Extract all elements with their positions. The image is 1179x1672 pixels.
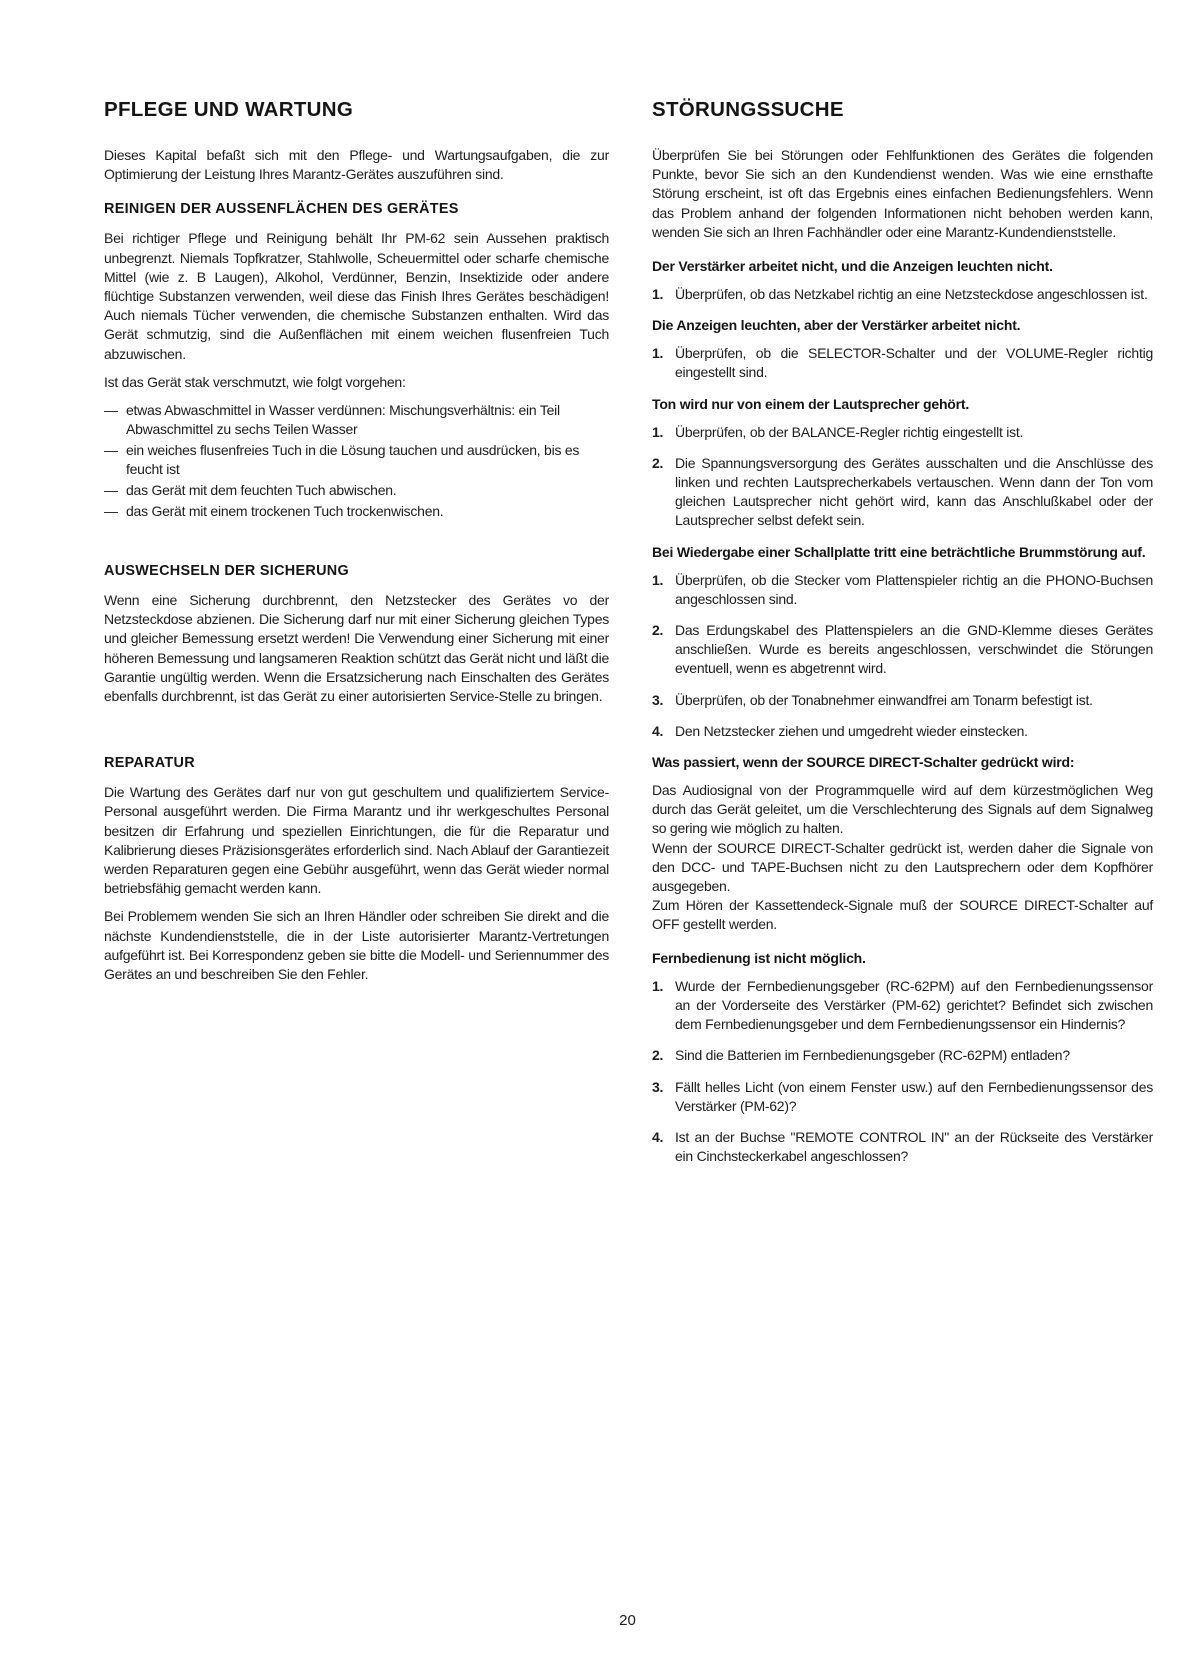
- section-title-troubleshooting: STÖRUNGSSUCHE: [652, 98, 844, 121]
- problem-heading-4: Bei Wiedergabe einer Schallplatte tritt eine beträchtliche Brummstörung auf.: [652, 543, 1146, 560]
- problem-heading-5: Was passiert, wenn der SOURCE DIRECT-Schalter gedrückt wird:: [652, 754, 1075, 771]
- heading-cleaning: REINIGEN DER AUSSENFLÄCHEN DES GERÄTES: [104, 201, 459, 218]
- heading-fuse: AUSWECHSELN DER SICHERUNG: [104, 563, 349, 580]
- list-item: 4. Den Netzstecker ziehen und umgedreht wieder einstecken.: [652, 722, 1028, 739]
- cleaning-paragraph: Bei richtiger Pflege und Reinigung behält Ihr PM-62 sein Aussehen praktisch unbegrenzt. Niemals Topfkratzer, Stahlwolle, Scheuermittel oder scharfe chemische Mittel (wie z. B Laugen), Alkohol, Verdünner, Benzin, Insektizide oder andere flüchtige Substanzen verwenden, weil diese das Finish Ihres Gerätes beschädigen! Auch niemals Tücher verwenden, die chemische Substanzen enthalten. Wird das Gerät schmutzig, sind die Außenflächen mit einem weichen flusenfreien Tuch abzuwischen.: [104, 230, 609, 362]
- list-item: 3. Überprüfen, ob der Tonabnehmer einwandfrei am Tonarm befestigt ist.: [652, 691, 1093, 708]
- list-item: — etwas Abwaschmittel in Wasser verdünnen: Mischungsverhältnis: ein Teil Abwaschmittel zu sechs Teilen Wasser: [104, 402, 560, 438]
- troubleshooting-intro: Überprüfen Sie bei Störungen oder Fehlfunktionen des Gerätes die folgenden Punkte, bevor Sie sich an den Kundendienst wenden. Was wie eine ernsthafte Störung erscheint, ist oft das Ergebnis eines einfachen Bedienungsfehlers. Wenn das Problem anhand der folgenden Informationen nicht behoben werden kann, wenden Sie sich an Ihren Fachhändler oder eine Marantz-Kundendienststelle.: [652, 147, 1153, 240]
- problem-heading-6: Fernbedienung ist nicht möglich.: [652, 949, 866, 966]
- source-direct-paragraph-2: Wenn der SOURCE DIRECT-Schalter gedrückt ist, werden daher die Signale von den DCC- und TAPE-Buchsen nicht zu den Lautsprechern oder dem Kopfhörer ausgegeben.: [652, 839, 1153, 895]
- list-item: — das Gerät mit dem feuchten Tuch abwischen.: [104, 482, 397, 499]
- list-item: 1. Überprüfen, ob der BALANCE-Regler richtig eingestellt ist.: [652, 423, 1024, 440]
- list-item: — das Gerät mit einem trockenen Tuch trockenwischen.: [104, 503, 444, 520]
- section-title-care: PFLEGE UND WARTUNG: [104, 98, 354, 121]
- repair-paragraph-2: Bei Problemem wenden Sie sich an Ihren Händler oder schreiben Sie direkt and die nächste Kundendienststelle, die in der Liste autorisierter Marantz-Vertretungen aufgeführt ist. Bei Korrespondenz geben sie bitte die Modell- und Seriennummer des Gerätes an und beschreiben Sie den Fehler.: [104, 908, 609, 983]
- list-item: 1. Überprüfen, ob das Netzkabel richtig an eine Netzsteckdose angeschlossen ist.: [652, 286, 1148, 303]
- list-item: 3. Fällt helles Licht (von einem Fenster usw.) auf den Fernbedienungssensor des Verstärker (PM-62)?: [652, 1078, 1153, 1114]
- cleaning-steps: [104, 401, 609, 521]
- fuse-paragraph: Wenn eine Sicherung durchbrennt, den Netzstecker des Gerätes vo der Netzsteckdose abzienen. Die Sicherung darf nur mit einer Sicherung gleichen Types und gleicher Bemessung ersetzt werden! Die Verwendung einer Sicherung mit einer höheren Bemessung und langsameren Reaktion schützt das Gerät nicht und läßt die Garantie ungültig werden. Wenn die Ersatzsicherung nach Einschalten des Gerätes ebenfalls durchbrennt, ist das Gerät zu einer autorisierten Service-Stelle zu bringen.: [104, 592, 609, 705]
- problem-heading-3: Ton wird nur von einem der Lautsprecher gehört.: [652, 395, 970, 412]
- list-item: 1. Überprüfen, ob die Stecker vom Plattenspieler richtig an die PHONO-Buchsen angeschlossen sind.: [652, 571, 1153, 607]
- source-direct-paragraph-3: Zum Hören der Kassettendeck-Signale muß der SOURCE DIRECT-Schalter auf OFF gestellt werden.: [652, 897, 1153, 933]
- heading-repair: REPARATUR: [104, 755, 195, 772]
- list-item: — ein weiches flusenfreies Tuch in die Lösung tauchen und ausdrücken, bis es feucht ist: [104, 442, 580, 478]
- right-column: [652, 98, 1153, 1178]
- care-intro: Dieses Kapital befaßt sich mit den Pflege- und Wartungsaufgaben, die zur Optimierung der Leistung Ihres Marantz-Gerätes auszuführen sind.: [104, 147, 609, 183]
- repair-paragraph: Die Wartung des Gerätes darf nur von gut geschultem und qualifiziertem Service-Personal ausgeführt werden. Die Firma Marantz und ihr werkgeschultes Personal besitzen dir Erfahrung und speziellen Einrichtungen, die für die Reparatur und Kalibrierung dieses Präzisionsgerätes erforderlich sind. Nach Ablauf der Garantiezeit werden Reparaturen gegen eine Gebühr ausgeführt, wenn das Gerät wieder normal betriebsfähig gemacht werden kann.: [104, 784, 609, 897]
- list-item: 1. Wurde der Fernbedienungsgeber (RC-62PM) auf den Fernbedienungssensor an der Vorderseite des Verstärker (PM-62) gerichtet? Befindet sich zwischen dem Fernbedienungsgeber und dem Fernbedienungssensor ein Hindernis?: [652, 977, 1153, 1033]
- list-item: 4. Ist an der Buchse "REMOTE CONTROL IN" an der Rückseite des Verstärker ein Cinchsteckerkabel angeschlossen?: [652, 1128, 1153, 1165]
- list-item: 2. Das Erdungskabel des Plattenspielers an die GND-Klemme dieses Gerätes anschließen. Wurde es bereits angeschlossen, verschwindet die Störungen eventuell, wenn es abgetrennt wird.: [652, 622, 1153, 677]
- cleaning-paragraph-2: Ist das Gerät stak verschmutzt, wie folgt vorgehen:: [104, 373, 406, 390]
- problem-heading-1: Der Verstärker arbeitet nicht, und die Anzeigen leuchten nicht.: [652, 258, 1053, 275]
- page-number: 20: [619, 1612, 636, 1629]
- list-item: 2. Sind die Batterien im Fernbedienungsgeber (RC-62PM) entladen?: [652, 1047, 1070, 1064]
- list-item: 2. Die Spannungsversorgung des Gerätes ausschalten und die Anschlüsse des linken und rechten Lautsprecherkabels vertauschen. Wenn dann der Ton vom gleichen Lautsprecher nicht gehört wird, kann das Anschlußkabel oder der Lautsprecher selbst defekt sein.: [652, 454, 1153, 529]
- source-direct-paragraph: Das Audiosignal von der Programmquelle wird auf dem kürzestmöglichen Weg durch das Gerät geleitet, um die Verschlechterung des Signals auf dem Signalweg so gering wie möglich zu halten.: [652, 782, 1153, 837]
- problem-heading-2: Die Anzeigen leuchten, aber der Verstärker arbeitet nicht.: [652, 317, 1021, 334]
- left-column: [104, 98, 609, 993]
- list-item: 1. Überprüfen, ob die SELECTOR-Schalter und der VOLUME-Regler richtig eingestellt sind.: [652, 345, 1153, 381]
